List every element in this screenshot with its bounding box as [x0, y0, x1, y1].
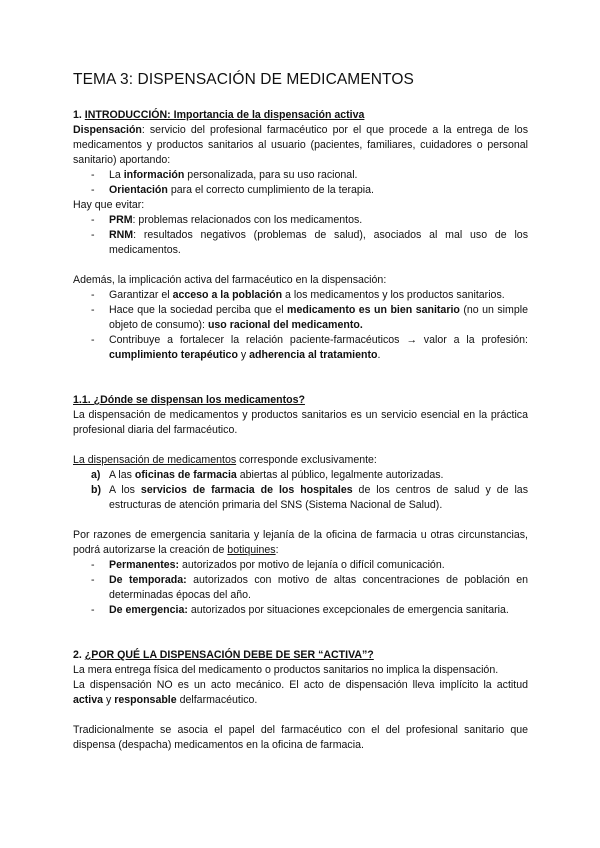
s2-paragraph-2: La dispensación NO es un acto mecánico. El acto de dispensación lleva implícito la actitud activa y responsable delfarmacéutico.	[73, 679, 528, 706]
definition-paragraph: Dispensación: servicio del profesional farmacéutico por el que procede a la entrega de los medicamentos y productos sanitarios al usuario (pacientes, familiares, cuidadores o personal sanitario) aportando:	[73, 124, 528, 166]
list-item: - Permanentes: autorizados por motivo de lejanía o difícil comunicación.	[91, 559, 445, 571]
list-item: - PRM: problemas relacionados con los medicamentos.	[91, 214, 363, 226]
lugares-list	[73, 468, 528, 513]
list-item: a) A las oficinas de farmacia abiertas al público, legalmente autorizadas.	[91, 469, 444, 481]
s11-paragraph-1: La dispensación de medicamentos y productos sanitarios es un servicio esencial en la práctica profesional diaria del farmacéutico.	[73, 409, 528, 436]
section-1-heading: 1. INTRODUCCIÓN: Importancia de la dispensación activa	[73, 109, 365, 121]
s2-paragraph-3: Tradicionalmente se asocia el papel del farmacéutico con el del profesional sanitario que dispensa (despacha) medicamentos en la oficina de farmacia.	[73, 724, 528, 751]
list-item: - Hace que la sociedad perciba que el medicamento es un bien sanitario (no un simple objeto de consumo): uso racional del medicamento.	[91, 304, 528, 331]
s11-paragraph-3: Por razones de emergencia sanitaria y lejanía de la oficina de farmacia u otras circunstancias, podrá autorizarse la creación de botiquines:	[73, 529, 528, 556]
evitar-list	[73, 213, 528, 258]
list-item: - La información personalizada, para su uso racional.	[91, 169, 358, 181]
list-item: - RNM: resultados negativos (problemas de salud), asociados al mal uso de los medicamentos.	[91, 229, 528, 256]
document-page	[73, 70, 528, 753]
list-item: - Orientación para el correcto cumplimiento de la terapia.	[91, 184, 374, 196]
botiquines-list	[73, 558, 528, 618]
list-item: - De temporada: autorizados con motivo de altas concentraciones de población en determinadas épocas del año.	[91, 574, 528, 601]
section-2-heading: 2. ¿POR QUÉ LA DISPENSACIÓN DEBE DE SER “ACTIVA”?	[73, 649, 374, 661]
list-item: b) A los servicios de farmacia de los hospitales de los centros de salud y de las estructuras de atención primaria del SNS (Sistema Nacional de Salud).	[91, 484, 528, 511]
ademas-paragraph: Además, la implicación activa del farmacéutico en la dispensación:	[73, 274, 387, 286]
section-1-1-heading: 1.1. ¿Dónde se dispensan los medicamentos?	[73, 394, 305, 406]
implicacion-list	[73, 288, 528, 363]
list-item: - De emergencia: autorizados por situaciones excepcionales de emergencia sanitaria.	[91, 604, 509, 616]
list-item: - Garantizar el acceso a la población a los medicamentos y los productos sanitarios.	[91, 289, 505, 301]
section-1-heading-text: INTRODUCCIÓN: Importancia de la dispensación activa	[84, 109, 365, 121]
evitar-intro: Hay que evitar:	[73, 199, 145, 211]
s11-paragraph-2: La dispensación de medicamentos corresponde exclusivamente:	[73, 454, 377, 466]
s2-paragraph-1: La mera entrega física del medicamento o productos sanitarios no implica la dispensación.	[73, 664, 499, 676]
aporta-list	[73, 168, 528, 198]
list-item: - Contribuye a fortalecer la relación paciente-farmacéuticos → valor a la profesión: cumplimiento terapéutico y adherencia al tratamiento.	[91, 334, 528, 361]
page-title: TEMA 3: DISPENSACIÓN DE MEDICAMENTOS	[73, 71, 414, 88]
